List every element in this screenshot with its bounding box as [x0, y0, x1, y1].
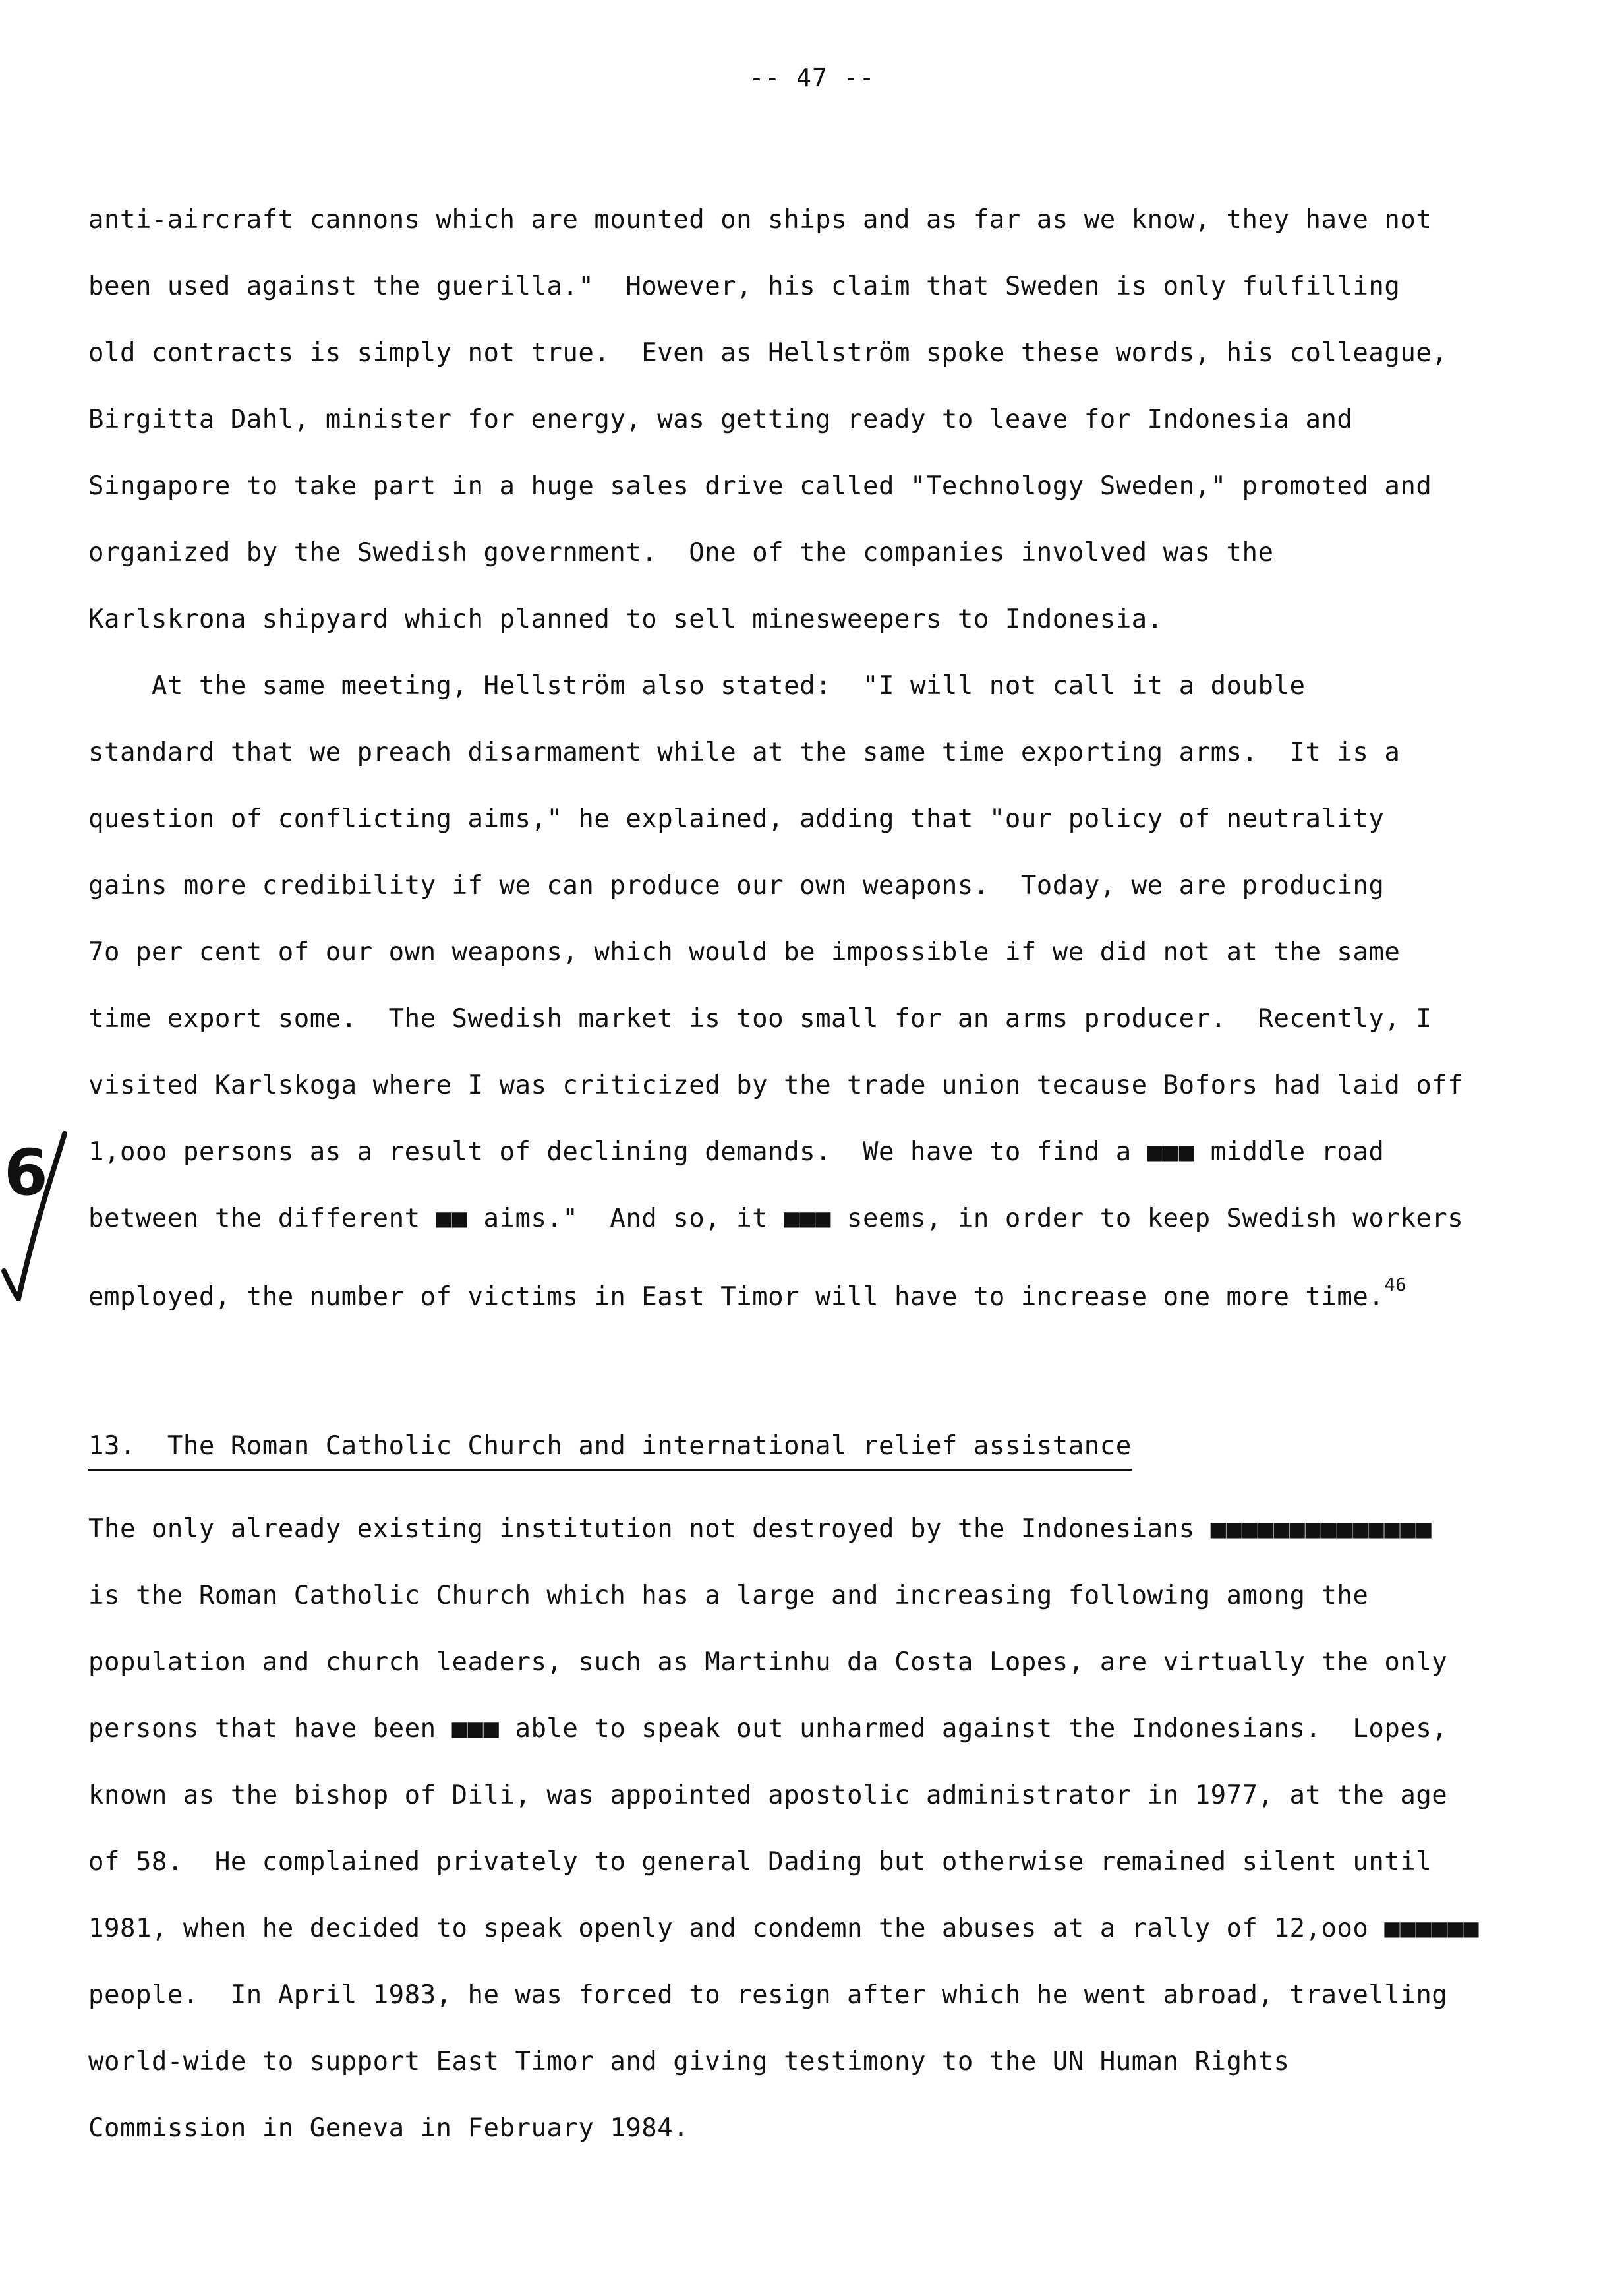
text-line: anti-aircraft cannons which are mounted on ships and as far as we know, they have not	[88, 205, 1432, 235]
text-line: Commission in Geneva in February 1984.	[88, 2113, 689, 2143]
text-line: organized by the Swedish government. One of the companies involved was the	[88, 538, 1274, 568]
text-line: known as the bishop of Dili, was appointed apostolic administrator in 1977, at the age	[88, 1780, 1448, 1810]
text-line: population and church leaders, such as Martinhu da Costa Lopes, are virtually the only	[88, 1647, 1448, 1677]
text-line	[88, 1270, 1406, 1313]
text-line: 7o per cent of our own weapons, which would be impossible if we did not at the same	[88, 937, 1401, 967]
text-line: visited Karlskoga where I was criticized by the trade union tecause Bofors had laid off	[88, 1071, 1464, 1100]
text-line: Singapore to take part in a huge sales drive called "Technology Sweden," promoted and	[88, 471, 1432, 501]
margin-check-stroke	[4, 1271, 18, 1299]
text-line-content: employed, the number of victims in East Timor will have to increase one more time.	[88, 1282, 1385, 1312]
text-line: The only already existing institution not destroyed by the Indonesians ■■■■■■■■■■■■■■	[88, 1514, 1432, 1544]
text-line: been used against the guerilla." However, his claim that Sweden is only fulfilling	[88, 272, 1401, 301]
page-number: -- 47 --	[749, 63, 875, 92]
text-line: of 58. He complained privately to general Dading but otherwise remained silent until	[88, 1847, 1432, 1877]
handwritten-margin-mark	[0, 1121, 79, 1318]
text-line: persons that have been ■■■ able to speak out unharmed against the Indonesians. Lopes,	[88, 1714, 1448, 1744]
text-line: people. In April 1983, he was forced to resign after which he went abroad, travelling	[88, 1980, 1448, 2010]
text-line: 1981, when he decided to speak openly and condemn the abuses at a rally of 12,ooo ■■■■■■	[88, 1914, 1480, 1943]
section-heading: 13. The Roman Catholic Church and international relief assistance	[88, 1430, 1132, 1471]
text-line: Birgitta Dahl, minister for energy, was getting ready to leave for Indonesia and	[88, 405, 1353, 434]
text-line: between the different ■■ aims." And so, it ■■■ seems, in order to keep Swedish workers	[88, 1204, 1464, 1233]
text-line: standard that we preach disarmament while at the same time exporting arms. It is a	[88, 738, 1401, 767]
footnote-reference: 46	[1384, 1275, 1406, 1295]
text-line: time export some. The Swedish market is too small for an arms producer. Recently, I	[88, 1004, 1432, 1034]
text-line: gains more credibility if we can produce our own weapons. Today, we are producing	[88, 871, 1385, 900]
margin-number: 6	[4, 1136, 48, 1210]
text-line: is the Roman Catholic Church which has a large and increasing following among the	[88, 1581, 1369, 1610]
text-line: old contracts is simply not true. Even as Hellström spoke these words, his colleague,	[88, 338, 1448, 368]
text-line: At the same meeting, Hellström also stated: "I will not call it a double	[88, 671, 1306, 701]
text-line: Karlskrona shipyard which planned to sell minesweepers to Indonesia.	[88, 604, 1163, 634]
text-line: world-wide to support East Timor and giving testimony to the UN Human Rights	[88, 2047, 1290, 2076]
text-line: question of conflicting aims," he explained, adding that "our policy of neutrality	[88, 804, 1385, 834]
text-line: 1,ooo persons as a result of declining demands. We have to find a ■■■ middle road	[88, 1137, 1385, 1167]
